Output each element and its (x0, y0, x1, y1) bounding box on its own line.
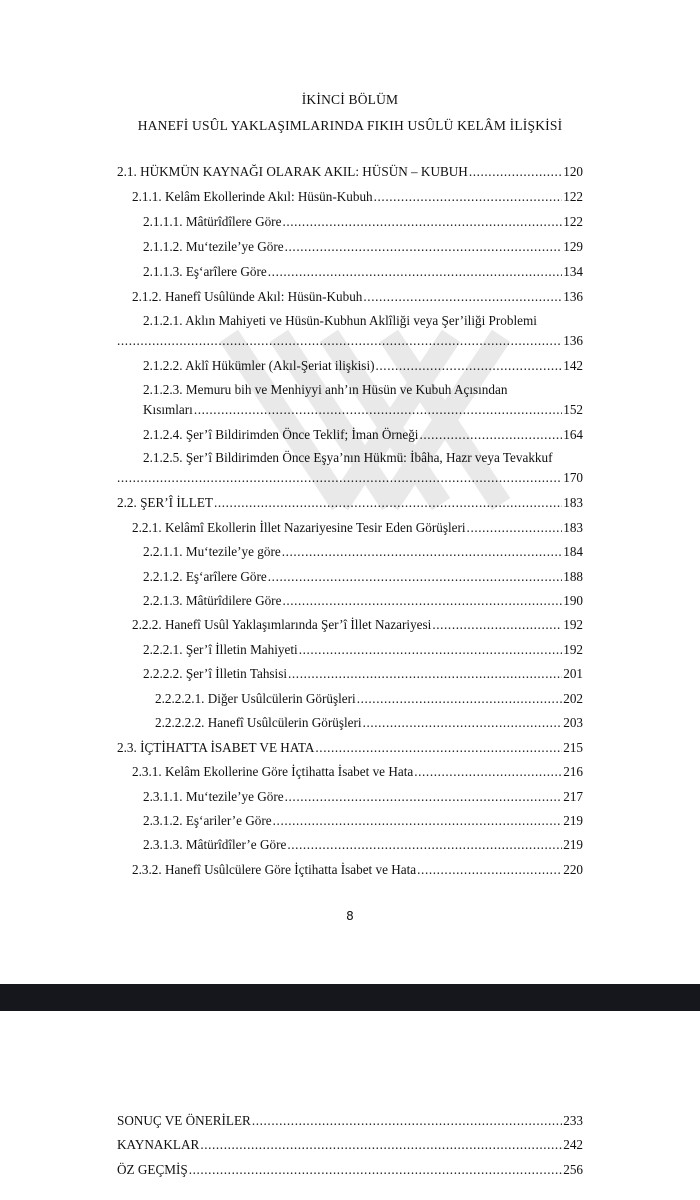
toc-entry-title: 2.1.1.1. Mâtürîdîlere Göre (143, 214, 282, 229)
toc-entry-title: 2.1.1. Kelâm Ekollerinde Akıl: Hüsün-Kubuh (132, 189, 373, 204)
toc-entry-page: 183 (563, 495, 583, 510)
toc-entry-title: 2.1.2.2. Aklî Hükümler (Akıl-Şeriat ilişkisi) (143, 358, 375, 373)
toc-entry-page: 136 (563, 289, 583, 304)
toc-entry-page: 201 (563, 666, 583, 681)
toc-entry[interactable] (143, 663, 583, 685)
toc-entry-title: 2.2.1.1. Mu‘tezile’ye göre (143, 544, 281, 559)
toc-entry-multiline[interactable] (143, 448, 583, 488)
toc-entry[interactable] (143, 541, 583, 563)
dot-leader (285, 786, 563, 808)
toc-entry[interactable] (143, 236, 583, 258)
toc-entry-page: 217 (563, 789, 583, 804)
toc-entry[interactable] (132, 859, 583, 881)
dot-leader (469, 161, 562, 183)
dot-leader (467, 517, 563, 539)
toc-entry-title: ÖZ GEÇMİŞ (117, 1162, 188, 1177)
toc-entry[interactable] (117, 1159, 583, 1181)
toc-entry[interactable] (117, 1110, 583, 1132)
dot-leader (117, 331, 562, 351)
toc-entry[interactable] (132, 286, 583, 308)
toc-entry-multiline[interactable] (143, 311, 583, 351)
toc-entry[interactable] (143, 810, 583, 832)
toc-entry-title: 2.1.2. Hanefî Usûlünde Akıl: Hüsün-Kubuh (132, 289, 363, 304)
toc-entry-title: 2.1.2.1. Aklın Mahiyeti ve Hüsün-Kubhun Aklîliği veya Şer’iliği Problemi (143, 313, 537, 328)
chapter-title: HANEFİ USÛL YAKLAŞIMLARINDA FIKIH USÛLÜ KELÂM İLİŞKİSİ (137, 118, 563, 133)
toc-entry[interactable] (143, 211, 583, 233)
toc-entry-page: 136 (563, 333, 583, 348)
dot-leader (252, 1110, 562, 1132)
toc-entry-page: 164 (563, 427, 583, 442)
toc-entry[interactable] (143, 590, 583, 612)
toc-entry-title-continued: Kısımları (143, 402, 193, 417)
toc-entry-title: 2.3.1. Kelâm Ekollerine Göre İçtihatta İsabet ve Hata (132, 764, 414, 779)
toc-entry-title: 2.2. ŞER’Î İLLET (117, 495, 213, 510)
dot-leader (282, 541, 563, 563)
toc-entry[interactable] (143, 786, 583, 808)
toc-entry-page: 202 (563, 691, 583, 706)
toc-entry-title: 2.3.1.3. Mâtürîdîler’e Göre (143, 837, 287, 852)
dot-leader (299, 639, 563, 661)
toc-entry[interactable] (132, 761, 583, 783)
dot-leader (288, 663, 562, 685)
toc-entry[interactable] (117, 737, 583, 759)
toc-entry-page: 220 (563, 862, 583, 877)
chapter-label: İKİNCİ BÖLÜM (301, 92, 399, 107)
toc-entry[interactable] (132, 186, 583, 208)
toc-entry-title: 2.3.1.1. Mu‘tezile’ye Göre (143, 789, 284, 804)
toc-entry[interactable] (143, 424, 583, 446)
dot-leader (189, 1159, 563, 1181)
toc-entry-page: 192 (563, 642, 583, 657)
toc-entry-page: 134 (563, 264, 583, 279)
dot-leader (363, 286, 562, 308)
dot-leader (268, 261, 562, 283)
dot-leader (285, 236, 563, 258)
toc-entry-title: 2.2.2.2.1. Diğer Usûlcülerin Görüşleri (155, 691, 356, 706)
toc-entry-title: KAYNAKLAR (117, 1137, 200, 1152)
toc-entry-title: 2.2.1.2. Eş‘arîlere Göre (143, 569, 267, 584)
toc-entry[interactable] (143, 355, 583, 377)
toc-entry-page: 192 (563, 617, 583, 632)
page-separator (0, 984, 700, 1011)
toc-entry-title: SONUÇ VE ÖNERİLER (117, 1113, 251, 1128)
dot-leader (282, 590, 562, 612)
toc-entry-page: 203 (563, 715, 583, 730)
toc-entry-title: 2.2.2. Hanefî Usûl Yaklaşımlarında Şer’î İllet Nazariyesi (132, 617, 432, 632)
dot-leader (417, 859, 562, 881)
toc-entry-title: 2.1.2.5. Şer’î Bildirimden Önce Eşya’nın Hükmü: İbâha, Hazr veya Tevakkuf (143, 450, 553, 465)
toc-entry[interactable] (132, 517, 583, 539)
document-page-next (0, 1011, 700, 1200)
page-number: 8 (346, 909, 354, 923)
toc-entry-title: 2.3. İÇTİHATTA İSABET VE HATA (117, 740, 315, 755)
toc-entry-page: 219 (563, 813, 583, 828)
dot-leader (315, 737, 562, 759)
toc-entry-page: 242 (563, 1137, 583, 1152)
toc-entry-page: 219 (563, 837, 583, 852)
toc-entry-page: 184 (563, 544, 583, 559)
toc-entry-title: 2.3.2. Hanefî Usûlcülere Göre İçtihatta İsabet ve Hata (132, 862, 417, 877)
toc-entry-page: 122 (563, 189, 583, 204)
dot-leader (419, 424, 562, 446)
toc-entry-page: 170 (563, 470, 583, 485)
dot-leader (432, 614, 562, 636)
toc-entry-page: 190 (563, 593, 583, 608)
toc-entry[interactable] (117, 161, 583, 183)
toc-entry-title: 2.3.1.2. Eş‘ariler’e Göre (143, 813, 272, 828)
toc-entry[interactable] (155, 688, 583, 710)
dot-leader (194, 400, 562, 420)
toc-entry-page: 188 (563, 569, 583, 584)
dot-leader (200, 1134, 562, 1156)
toc-entry-title: 2.2.2.1. Şer’î İlletin Mahiyeti (143, 642, 298, 657)
dot-leader (117, 468, 562, 488)
toc-entry[interactable] (117, 1134, 583, 1156)
dot-leader (374, 186, 563, 208)
dot-leader (287, 834, 562, 856)
toc-entry-title: 2.1.2.3. Memuru bih ve Menhiyyi anh’ın Hüsün ve Kubuh Açısından (143, 382, 508, 397)
dot-leader (414, 761, 562, 783)
toc-entry-title: 2.1.1.2. Mu‘tezile’ye Göre (143, 239, 284, 254)
dot-leader (268, 566, 562, 588)
toc-entry[interactable] (143, 566, 583, 588)
toc-entry-page: 122 (563, 214, 583, 229)
toc-entry-title: 2.2.2.2.2. Hanefî Usûlcülerin Görüşleri (155, 715, 362, 730)
dot-leader (273, 810, 563, 832)
dot-leader (214, 492, 562, 514)
dot-leader (376, 355, 563, 377)
toc-entry-page: 183 (563, 520, 583, 535)
toc-entry-page: 215 (563, 740, 583, 755)
toc-entry-page: 142 (563, 358, 583, 373)
dot-leader (357, 688, 563, 710)
toc-entry-title: 2.1. HÜKMÜN KAYNAĞI OLARAK AKIL: HÜSÜN – KUBUH (117, 164, 468, 179)
toc-entry[interactable] (143, 639, 583, 661)
toc-entry-title: 2.2.1.3. Mâtürîdilere Göre (143, 593, 282, 608)
toc-entry[interactable] (155, 712, 583, 734)
toc-entry-title: 2.1.2.4. Şer’î Bildirimden Önce Teklif; İman Örneği (143, 427, 419, 442)
toc-entry-page: 233 (563, 1113, 583, 1128)
toc-entry-page: 120 (563, 164, 583, 179)
toc-entry-page: 152 (563, 402, 583, 417)
dot-leader (363, 712, 563, 734)
toc-entry[interactable] (132, 614, 583, 636)
toc-entry-multiline[interactable] (143, 380, 583, 420)
toc-entry-title: 2.2.2.2. Şer’î İlletin Tahsisi (143, 666, 288, 681)
dot-leader (282, 211, 562, 233)
toc-entry-page: 216 (563, 764, 583, 779)
toc-entry-page: 256 (563, 1162, 583, 1177)
toc-entry-title: 2.2.1. Kelâmî Ekollerin İllet Nazariyesine Tesir Eden Görüşleri (132, 520, 466, 535)
toc-entry[interactable] (143, 834, 583, 856)
toc-entry[interactable] (117, 492, 583, 514)
toc-entry[interactable] (143, 261, 583, 283)
toc-entry-title: 2.1.1.3. Eş‘arîlere Göre (143, 264, 267, 279)
toc-entry-page: 129 (563, 239, 583, 254)
